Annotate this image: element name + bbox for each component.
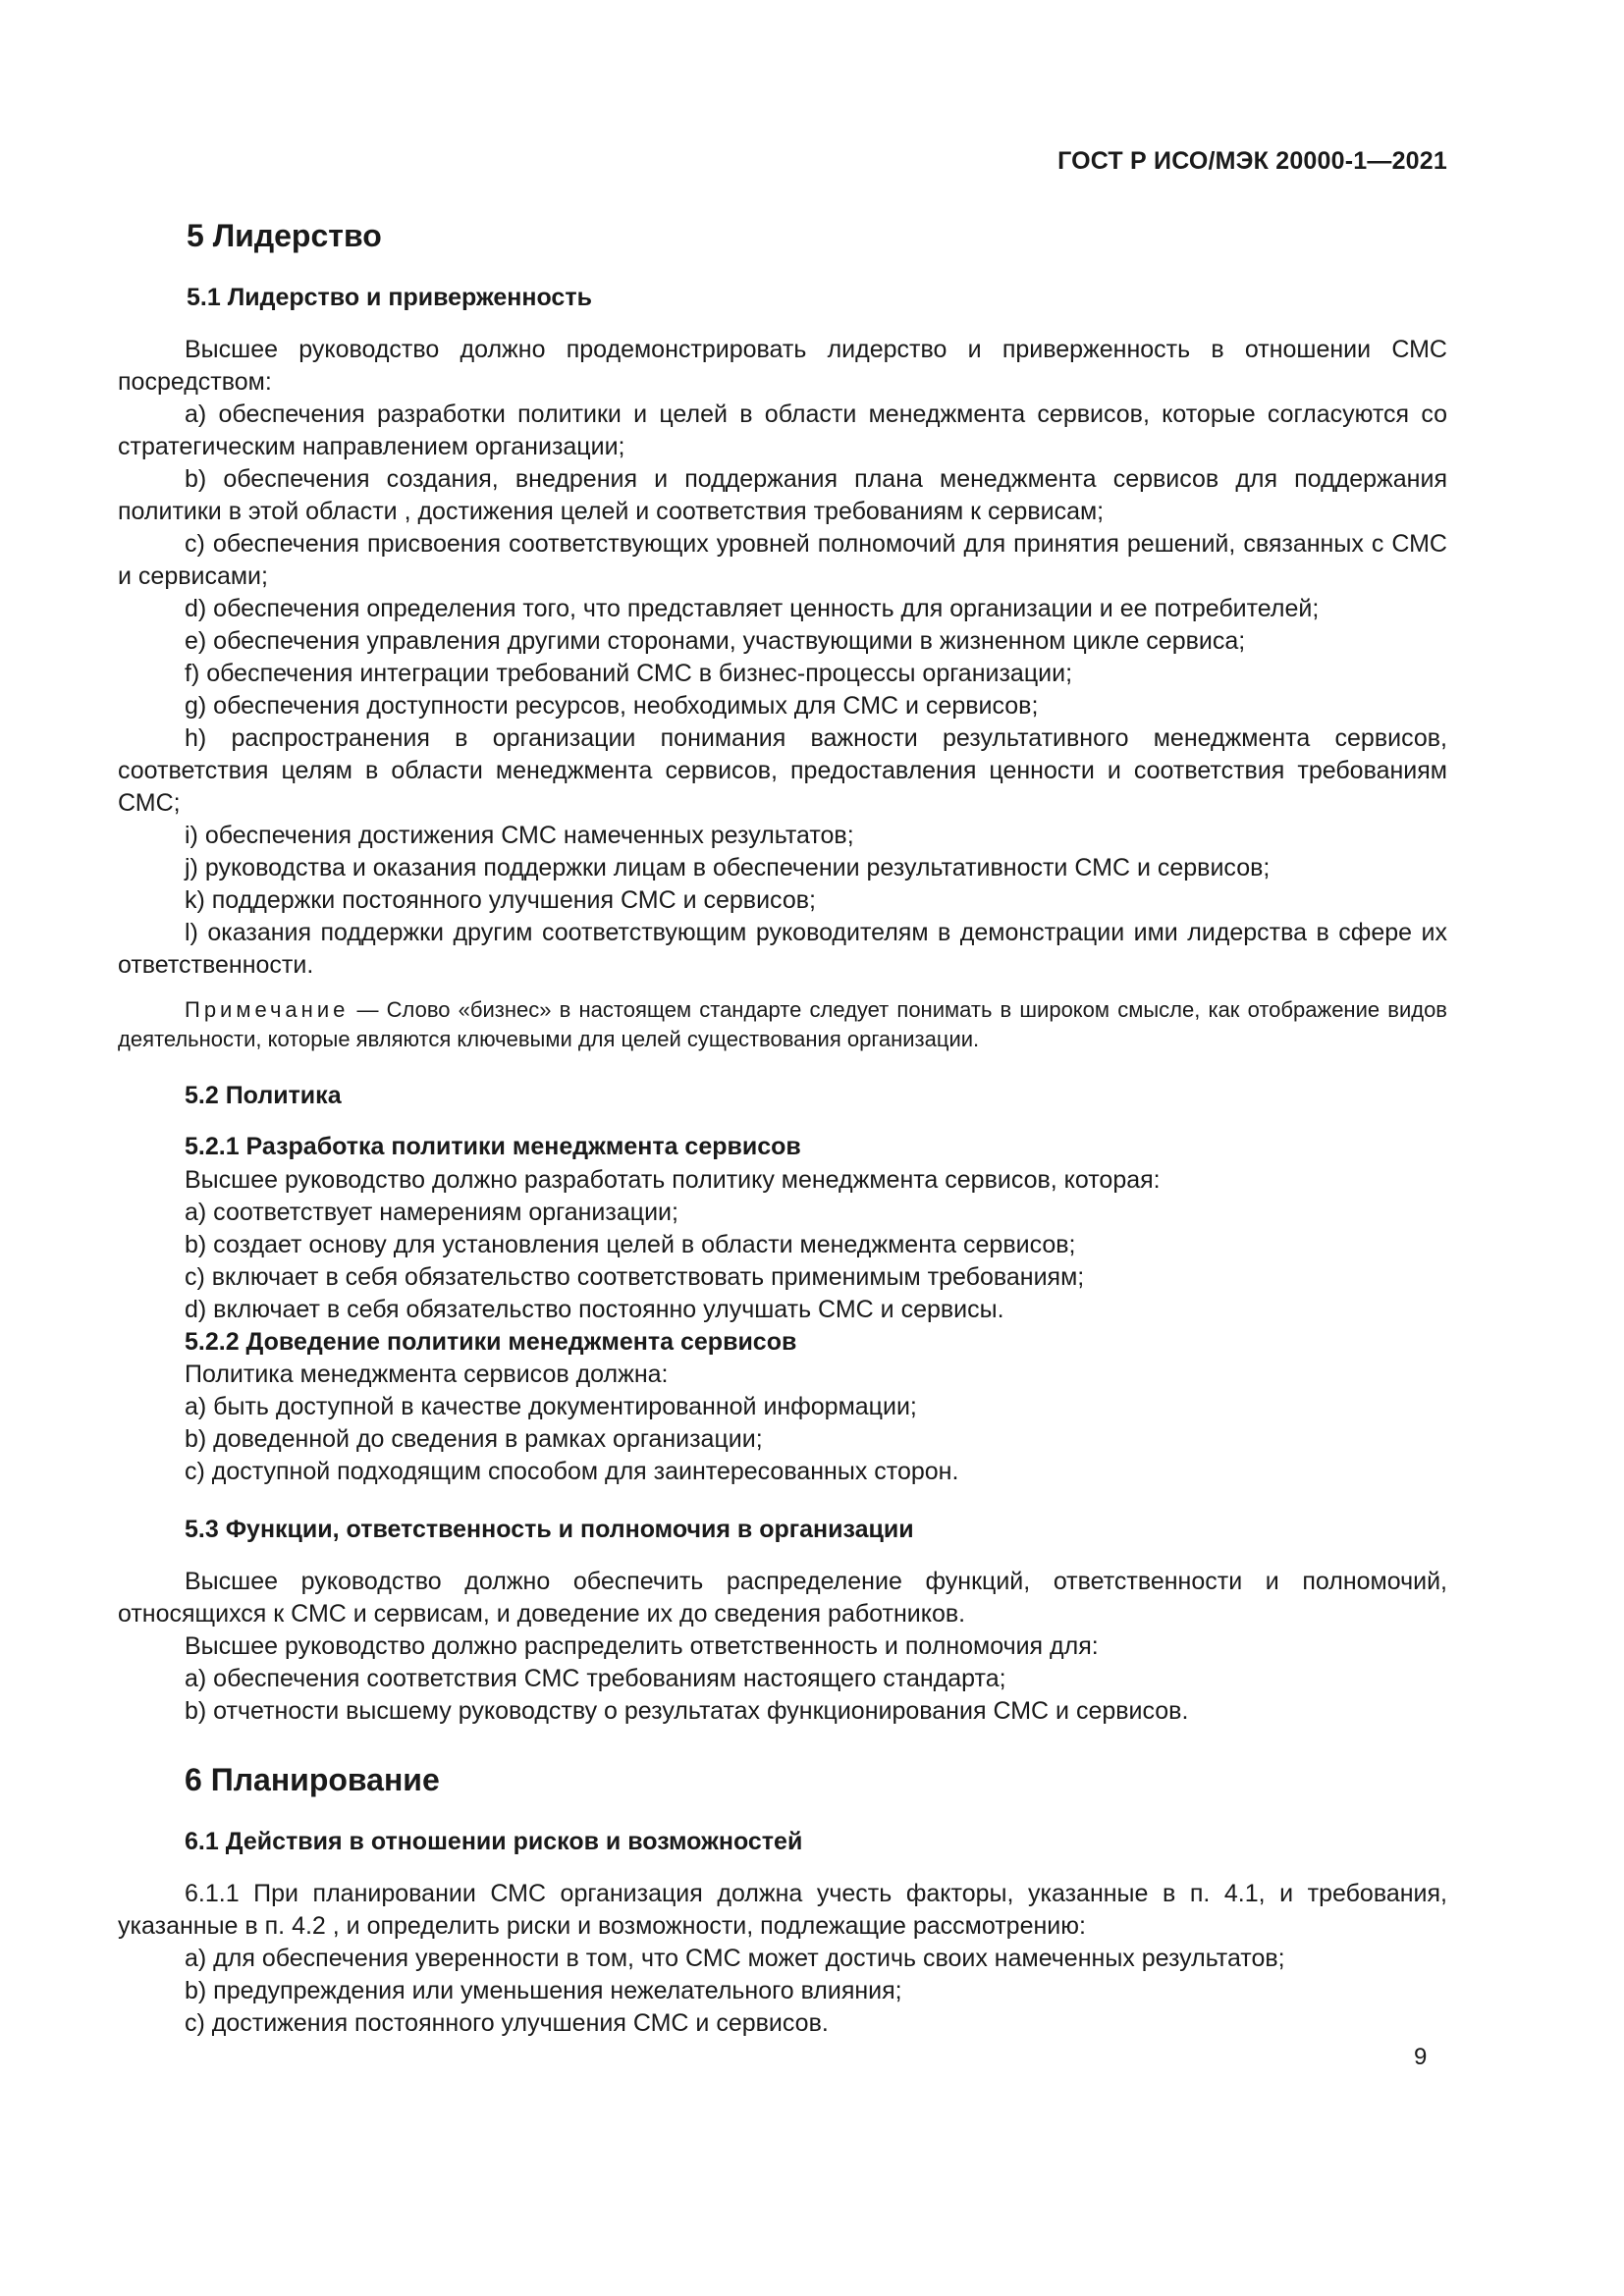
list-item: a) обеспечения разработки политики и целей в области менеджмента сервисов, которые согласуются со стратегическим направлением организации; <box>118 400 1447 460</box>
list-item: k) поддержки постоянного улучшения СМС и сервисов; <box>185 885 816 914</box>
subsection-5-1-list <box>118 399 1447 982</box>
list-item: b) создает основу для установления целей в области менеджмента сервисов; <box>185 1230 1076 1258</box>
subsection-5-2-1-list <box>185 1197 1447 1326</box>
note-label: Примечание <box>185 996 350 1022</box>
list-item: d) обеспечения определения того, что представляет ценность для организации и ее потребителей; <box>185 594 1320 622</box>
list-item: b) предупреждения или уменьшения нежелательного влияния; <box>185 1976 902 2004</box>
subsection-6-1-title: 6.1 Действия в отношении рисков и возможностей <box>185 1828 803 1856</box>
subsection-5-1-title: 5.1 Лидерство и приверженность <box>187 284 592 312</box>
subsection-6-1-1-paragraph: 6.1.1 При планировании СМС организация должна учесть факторы, указанные в п. 4.1, и требования, указанные в п. 4.2 , и определить риски и возможности, подлежащие рассмотрению: <box>118 1879 1447 1940</box>
subsection-6-1-1-list <box>185 1943 1447 2040</box>
list-item: a) быть доступной в качестве документированной информации; <box>185 1393 917 1421</box>
section-6-title: 6 Планирование <box>185 1761 440 1797</box>
subsection-5-3-title: 5.3 Функции, ответственность и полномочия в организации <box>185 1516 914 1544</box>
list-item: l) оказания поддержки другим соответствующим руководителям в демонстрации ими лидерства в сфере их ответственности. <box>118 918 1447 979</box>
list-item: c) обеспечения присвоения соответствующих уровней полномочий для принятия решений, связанных с СМС и сервисами; <box>118 529 1447 590</box>
subsection-5-2-2-list <box>185 1391 1447 1488</box>
subsection-5-2-2-title: 5.2.2 Доведение политики менеджмента сервисов <box>185 1327 797 1356</box>
list-item: f) обеспечения интеграции требований СМС в бизнес-процессы организации; <box>185 659 1073 687</box>
list-item: b) доведенной до сведения в рамках организации; <box>185 1425 763 1454</box>
list-item: a) обеспечения соответствия СМС требованиям настоящего стандарта; <box>185 1664 1006 1692</box>
list-item: b) отчетности высшему руководству о результатах функционирования СМС и сервисов. <box>185 1696 1189 1725</box>
note-block <box>118 995 1447 1054</box>
subsection-5-2-2-intro: Политика менеджмента сервисов должна: <box>185 1361 669 1389</box>
section-5-title: 5 Лидерство <box>187 218 382 253</box>
subsection-5-3-paragraph-2: Высшее руководство должно распределить ответственность и полномочия для: <box>185 1631 1099 1660</box>
list-item: c) включает в себя обязательство соответствовать применимым требованиям; <box>185 1262 1085 1291</box>
document-page <box>118 147 1447 2040</box>
list-item: d) включает в себя обязательство постоянно улучшать СМС и сервисы. <box>185 1295 1004 1323</box>
list-item: c) достижения постоянного улучшения СМС и сервисов. <box>185 2008 829 2037</box>
list-item: e) обеспечения управления другими сторонами, участвующими в жизненном цикле сервиса; <box>185 626 1246 655</box>
subsection-5-3-list <box>185 1663 1447 1728</box>
document-header-id: ГОСТ Р ИСО/МЭК 20000-1—2021 <box>1057 147 1447 175</box>
subsection-5-2-title: 5.2 Политика <box>185 1081 342 1109</box>
list-item: i) обеспечения достижения СМС намеченных результатов; <box>185 821 854 849</box>
note-text: — Слово «бизнес» в настоящем стандарте следует понимать в широком смысле, как отображение видов деятельности, которые являются ключевыми для целей существования организации. <box>118 996 1447 1051</box>
list-item: g) обеспечения доступности ресурсов, необходимых для СМС и сервисов; <box>185 691 1039 720</box>
subsection-5-3-paragraph-1: Высшее руководство должно обеспечить распределение функций, ответственности и полномочий, относящихся к СМС и сервисам, и доведение их до сведения работников. <box>118 1567 1447 1628</box>
list-item: j) руководства и оказания поддержки лицам в обеспечении результативности СМС и сервисов; <box>185 853 1271 881</box>
subsection-5-2-1-title: 5.2.1 Разработка политики менеджмента сервисов <box>185 1133 801 1161</box>
list-item: a) соответствует намерениям организации; <box>185 1198 678 1226</box>
subsection-5-1-intro: Высшее руководство должно продемонстрировать лидерство и приверженность в отношении СМС посредством: <box>118 335 1447 396</box>
list-item: b) обеспечения создания, внедрения и поддержания плана менеджмента сервисов для поддержания политики в этой области , достижения целей и соответствия требованиям к сервисам; <box>118 464 1447 525</box>
list-item: h) распространения в организации понимания важности результативного менеджмента сервисов, соответствия целям в области менеджмента сервисов, предоставления ценности и соответствия требованиям СМС; <box>118 723 1447 817</box>
list-item: a) для обеспечения уверенности в том, что СМС может достичь своих намеченных результатов; <box>185 1944 1285 1972</box>
page-number: 9 <box>1414 2044 1428 2070</box>
list-item: c) доступной подходящим способом для заинтересованных сторон. <box>185 1458 959 1486</box>
subsection-5-2-1-intro: Высшее руководство должно разработать политику менеджмента сервисов, которая: <box>185 1165 1161 1194</box>
